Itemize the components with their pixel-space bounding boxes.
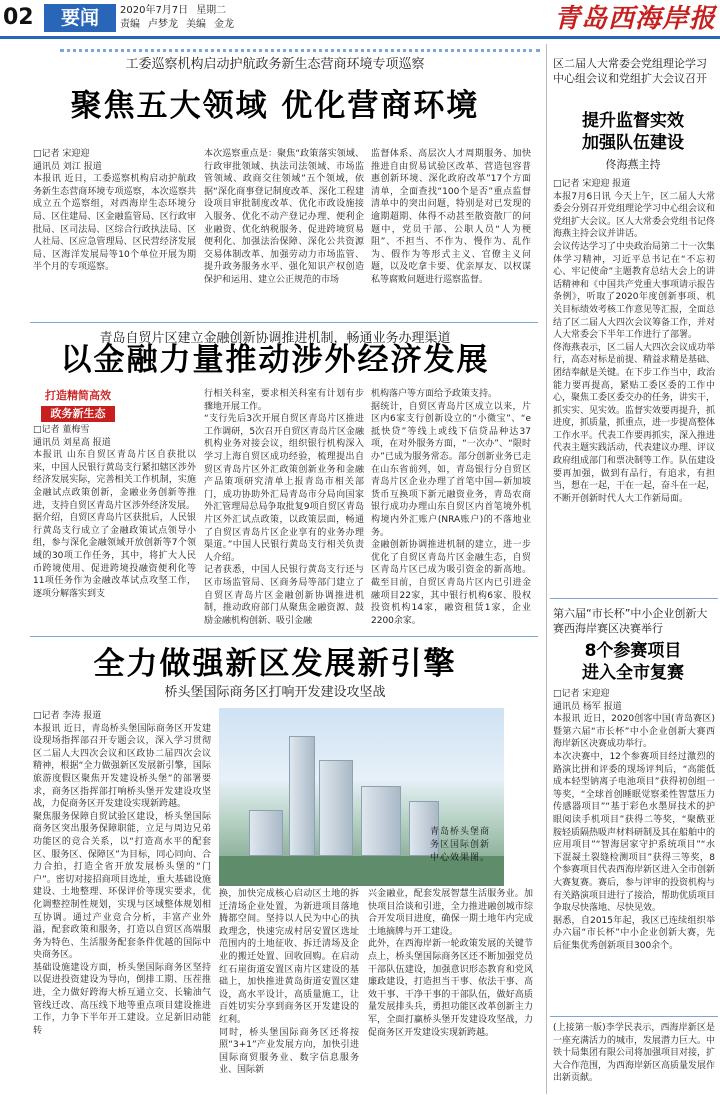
right2-body: □记者 宋迎迎 通讯员 杨军 报道 本报讯 近日，2020创客中国(青岛赛区)暨第六届“市长杯”中小企业创新大赛西海岸新区决赛成功举行。 本次决赛中，12个参赛项目经过激烈的路演比拼和评委的现场评判后，“高能低成本轻型钠离子电池项目”获得初创组一等奖，“全球首创睡眠觉察柔性智慧压力传感器项目”“基于彩色水墨屏技术的护眼阅读手机项目”获得二等奖，“聚酰亚胺轻质隔热吸声材料研制及其在船舶中的应用项目”“智海居家守护系统项目”“水下混凝土裂缝检测项目”获得三等奖，8个参赛项目代表西海岸新区进入全市创新大赛复赛。赛后，参与评审的投资机构与有关路演项目进行了接洽，帮助优质项目争取尽快落地、尽快见效。 据悉，自2015年起，我区已连续组织举办六届“市长杯”中小企业创新大赛，先后征集优秀创新项目300余个。 bbox=[553, 689, 715, 951]
newspaper-logo: 青岛西海岸报 bbox=[553, 4, 716, 34]
article2-headline: 以金融力量推动涉外经济发展 bbox=[60, 342, 490, 378]
article3-kicker: 桥头堡国际商务区打响开发建设攻坚战 bbox=[164, 685, 386, 700]
header-rule bbox=[0, 36, 720, 39]
right2-headline2: 进入全市复赛 bbox=[582, 663, 684, 683]
right2-headline1: 8个参赛项目 bbox=[584, 641, 682, 661]
article3-col2: 换，加快完成核心启动区土地的拆迁清场企业处置，为新进项目落地腾都空间。坚持以人民为中心的执政理念，快速完成村居安置区选址范围内的土地征收、拆迁清场及企业的搬迁处置、回收回购。在启动红石崖街道安置区南片区建设的基础上，加快推进黄岛街道安置区建设，高水平设计，高质量施工，让百姓切实分享到商务区开发建设的红利。 同时，桥头堡国际商务区还将按照“3+1”产业发展方向，加快引进国际商贸服务业、数字信息服务业、国际新 bbox=[219, 889, 359, 1076]
right1-subhead: 佟海燕主持 bbox=[605, 158, 661, 171]
column-divider bbox=[546, 44, 547, 1094]
article3-headline: 全力做强新区发展新引擎 bbox=[93, 646, 457, 682]
slogan-line1: 打造精简高效 bbox=[45, 389, 111, 402]
continuation-text: (上接第一版)李学民表示，西海岸新区是一座充满活力的城市，发展潜力巨大。中铁十局集团有限公司将加强项目对接，扩大合作范围，为西海岸新区高质量发展作出新贡献。 bbox=[553, 1023, 715, 1084]
article2-col2: 行相关科室，要求相关科室有计划有步骤地开展工作。 “支行先后3次开展自贸区青岛片区推进工作调研，5次召开自贸区青岛片区金融机构业务对接会议，组织银行机构深入学习上海自贸区成功经验，梳理提出自贸区青岛片区外汇政策创新业务和金融产品策项研究清单上报青岛市相关部门，成功协助外汇局青岛市分局向国家外汇管理局总局争取批复9项自贸区青岛片区外汇试点政策，以政策层面，畅通了自贸区青岛片区企业享有的业务办理渠道。”中国人民银行黄岛支行相关负责人介绍。 记者获悉，中国人民银行黄岛支行还与区市场监管局、区商务局等部门建立了自贸区青岛片区金融创新协调推进机制，推动政府部门从聚焦金融资源、鼓励金融机构创新、吸引金融 bbox=[204, 389, 364, 626]
page-number: 02 bbox=[3, 5, 34, 30]
article2-col3: 机构落户等方面给予政策支持。 据统计，自贸区青岛片区成立以来，片区内6家支行创新设立的“小微宝”、“e抵快贷”等线上或线下信贷品种达37项，在对外服务方面，“一次办”、“限时办”已成为服务常态。部分创新业务已走在山东省前列，如，青岛银行分自贸区青岛片区企业办理了首笔中国—新加坡货币互换项下新元融资业务，青岛农商银行成功办理山东自贸区内首笔境外机构境内外汇账户(NRA账户)的不落地业务。 金融创新协调推进机制的建立，进一步优化了自贸区青岛片区金融生态，自贸区青岛片区已成为吸引资金的新高地。截至目前，自贸区青岛片区内已引进金融项目22家，其中银行机构6家、股权投资机构14家，融资租赁1家，企业2200余家。 bbox=[371, 389, 531, 626]
slogan-line2: 政务新生态 bbox=[41, 406, 115, 422]
editor-label: 责编 bbox=[120, 19, 140, 30]
right1-body: □记者 宋迎迎 报道 本报7月6日讯 今天上午，区二届人大常委会分别召开党组理论学习中心组会议和党组扩大会议。区人大常委会党组书记佟海燕主持会议并讲话。 会议传达学习了中央政治局第二十一次集体学习精神，习近平总书记在“不忘初心、牢记使命”主题教育总结大会上的讲话精神和《中国共产党重大事项请示报告条例》，听取了2020年度创新事项、机关目标绩效考核工作意见等汇报，全面总结了区二届人大四次会议筹备工作，并对人大常委会下半年工作进行了部署。 佟海燕表示，区二届人大四次会议成功举行，高态对标是前提、精益求精是基础、团结奉献是关键。在下步工作当中，政治能力要再提高，紧贴工委区委的工作中心，聚焦工委区委交办的任务，讲实干，抓实实、见实效。监督实效要再提升，抓进度，抓质量，抓重点，进一步提高整体工作水平。代表工作要再抓实，深入推进代表主题实践活动，代表建议办理、评议政府组成部门和票决制等工作。队伍建设要再加强，做到有品行，有追求，有担当，想在一起，干在一起，奋斗在一起，不断开创新时代人大工作新局面。 bbox=[553, 179, 715, 504]
section-rule bbox=[30, 636, 538, 637]
article2-col1: □记者 董梅雪 通讯员 刘星高 报道 本报讯 山东自贸区青岛片区自获批以来，中国人民银行黄岛支行紧扣辖区涉外经济发展实际，完善相关工作机制，实施金融试点政策创新，金融业务创新等推进，支持自贸区青岛片区涉外经济发展。 据介绍，自贸区青岛片区获批后，人民银行黄岛支行成立了金融政策试点领导小组，参与深化金融领域开放创新等7个领域的30项工作任务，其中，将扩大人民币跨境使用、促进跨境投融资便利化等11项任务作为金融改革试点攻坚工作，逐项分解落实到支 bbox=[33, 425, 196, 599]
designer-name: 金龙 bbox=[214, 19, 234, 30]
article1-col2: 本次巡察重点是：聚焦“政策落实领域、行政审批领域、执法司法领域、市场监管领域、政商交往领域”五个领域，依据“深化商事登记制度改革、深化工程建设项目审批制度改革、优化市政设施接入服务、优化不动产登记办理、便利企业融资、优化纳税服务、促进跨境贸易便利化、加强法治保障、深化公共资源交易体制改革、加强劳动力市场监管、提升政务服务水平、强化知识产权创造保护和运用、建立公正规范的市场 bbox=[204, 149, 364, 285]
article2-kicker: 青岛自贸片区建立金融创新协调推进机制，畅通业务办理渠道 bbox=[99, 331, 451, 346]
editor-name: 卢梦龙 bbox=[148, 19, 178, 30]
edition-info bbox=[120, 4, 300, 32]
article1-headline: 聚焦五大领域 优化营商环境 bbox=[70, 88, 480, 124]
designer-label: 美编 bbox=[186, 19, 206, 30]
weekday: 星期二 bbox=[196, 5, 227, 16]
issue-date: 2020年7月7日 bbox=[120, 5, 189, 16]
decorative-dots bbox=[60, 49, 540, 52]
slogan-tag bbox=[33, 388, 123, 424]
section-rule bbox=[550, 1016, 718, 1017]
right1-kicker: 区二届人大常委会党组理论学习中心组会议和党组扩大会议召开 bbox=[553, 57, 707, 85]
section-title: 要闻 bbox=[44, 4, 116, 32]
article3-col3: 兴金融业，配套发展智慧生活服务业。加快项目洽谈和引进，全力推进融创城市综合开发项目进度，确保一期土地年内完成土地摘牌与开工建设。 此外，在西海岸新一轮政策发展的关键节点上，桥头堡国际商务区还不断加强党员干部队伍建设，加强意识形态教育和党风廉政建设，打造担当干事、依法干事、高效干事、干净干事的干部队伍，做好高质量发展排头兵，勇担功能区改革创新主力军，全面打赢桥头堡开发建设攻坚战，力促商务区开发建设实现新跨越。 bbox=[368, 889, 533, 1038]
right1-headline2: 加强队伍建设 bbox=[582, 133, 684, 153]
article1-col3: 监督体系、高层次人才周期服务、加快推进自由贸易试验区改革、营造包容普惠创新环境、深化政府改革”17个方面清单，全面查找“100个是否”重点监督清单中的突出问题，特别是对已发现的逾期超期、体得不动甚至散资散厂的问题中，党员干部、公职人员“人为梗阻”、不担当、不作为、慢作为、乱作为、假作为等形式主义、官僚主义问题，以及吃拿卡要、优亲厚友、以权谋私等腐败问题进行巡察监督。 bbox=[371, 149, 531, 285]
article1-col1: □记者 宋迎迎 通讯员 刘江 报道 本报讯 近日，工委巡察机构启动护航政务新生态营商环境专项巡察，本次巡察共成立五个巡察组，对西海岸生态环境分局、区住建局、区金融监管局、区行政审批局、区司法局、区综合行政执法局、区人社局、区应急管理局、区民营经济发展局、区海洋发展局等10个单位开展为期半个月的专项巡察。 bbox=[33, 149, 196, 273]
section-rule bbox=[550, 598, 718, 599]
right2-kicker: 第六届“市长杯”中小企业创新大赛西海岸赛区决赛举行 bbox=[553, 607, 708, 635]
right1-headline1: 提升监督实效 bbox=[582, 111, 684, 131]
article3-col1: □记者 李涛 报道 本报讯 近日，青岛桥头堡国际商务区开发建设现场指挥部召开专题会议，深入学习贯彻区二届人大四次会议和区政协二届四次会议精神，根据“全力做强新区发展新引擎，国际旅游度假区聚焦开发建设桥头堡”的部署要求，商务区指挥部打响桥头堡开发建设攻坚战，力促商务区开发建设实现新跨越。 聚焦服务保障自贸试验区建设，桥头堡国际商务区突出服务保障职能，立足与周边兄弟功能区的竞合关系，以“打造高水平的配套区、服务区、保障区”为目标，同心同向、合力合拍，打造全省开放发展桥头堡的“门户”。密切对接招商项目选址，重大基础设施建设、土地整理、环保评价等现实要求，优化调整控制性规划，实现与区域整体规划相互协调。通过产业竞合分析，丰富产业外溢，配套政策和服务，打造以自贸区高端服务为特色、生活服务配套条件优越的国际中央商务区。 基础设施建设方面，桥头堡国际商务区坚持以促进投资建设为导向，倒排工期、压茬推进，全力做好跨海大桥互通立交、长输油气管线迁改、高压线下地等重点项目建设推进工作，力争下半年开工建设。立足新旧动能转 bbox=[33, 711, 211, 1036]
section-rule bbox=[30, 322, 538, 323]
photo-caption: 青岛桥头堡商务区国际创新中心效果图。 bbox=[430, 827, 491, 863]
article1-kicker: 工委巡察机构启动护航政务新生态营商环境专项巡察 bbox=[125, 57, 425, 72]
